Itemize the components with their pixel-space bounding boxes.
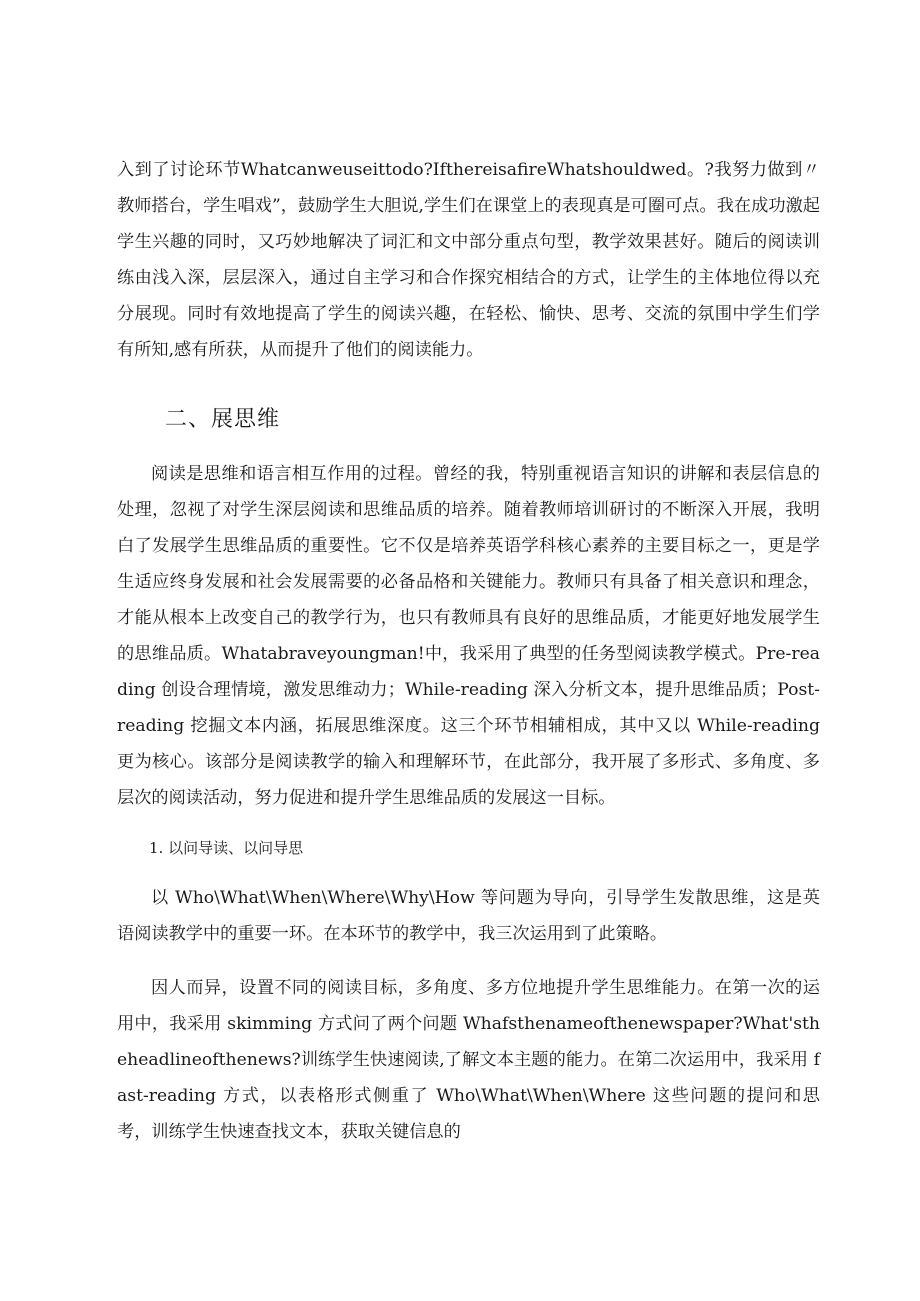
section-heading-thinking: 二、展思维 <box>165 407 281 432</box>
paragraph-thinking: 阅读是思维和语言相互作用的过程。曾经的我，特别重视语言知识的讲解和表层信息的处理，忽视了对学生深层阅读和思维品质的培养。随着教师培训研讨的不断深入开展，我明白了发展学生思维品质的重要性。它不仅是培养英语学科核心素养的主要目标之一，更是学生适应终身发展和社会发展需要的必备品格和关键能力。教师只有具备了相关意识和理念，才能从根本上改变自己的教学行为，也只有教师具有良好的思维品质，才能更好地发展学生的思维品质。Whatabraveyoungman!中，我采用了典型的任务型阅读教学模式。Pre-reading 创设合理情境，激发思维动力；While-reading 深入分析文本，提升思维品质；Post-reading 挖掘文本内涵，拓展思维深度。这三个环节相辅相成，其中又以 While-reading 更为核心。该部分是阅读教学的输入和理解环节，在此部分，我开展了多形式、多角度、多层次的阅读活动，努力促进和提升学生思维品质的发展这一目标。 <box>117 464 820 808</box>
document-page <box>117 152 820 1150</box>
spacer <box>117 866 820 880</box>
paragraph-reading-goals: 因人而异，设置不同的阅读目标，多角度、多方位地提升学生思维能力。在第一次的运用中，我采用 skimming 方式问了两个问题 Whafsthenameofthenewspaper?What'stheheadlineofthenews?训练学生快速阅读,了解文本主题的能力。在第二次运用中，我采用 fast-reading 方式，以表格形式侧重了 Who\What\When\Where 这些问题的提问和思考，训练学生快速查找文本，获取关键信息的 <box>117 978 820 1142</box>
spacer <box>117 952 820 970</box>
spacer <box>117 816 820 830</box>
paragraph-question-strategy: 以 Who\What\When\Where\Why\How 等问题为导向，引导学生发散思维，这是英语阅读教学中的重要一环。在本环节的教学中，我三次运用到了此策略。 <box>117 888 820 944</box>
paragraph-discussion: 入到了讨论环节Whatcanweuseittodo?IfthereisafireWhatshouldwed。?我努力做到〃教师搭台，学生唱戏”，鼓励学生大胆说,学生们在课堂上的表现真是可圈可点。我在成功激起学生兴趣的同时，又巧妙地解决了词汇和文中部分重点句型，教学效果甚好。随后的阅读训练由浅入深，层层深入，通过自主学习和合作探究相结合的方式，让学生的主体地位得以充分展现。同时有效地提高了学生的阅读兴趣，在轻松、愉快、思考、交流的氛围中学生们学有所知,感有所获，从而提升了他们的阅读能力。 <box>117 160 820 360</box>
subheading-question-guided: 1. 以问导读、以问导思 <box>149 839 304 857</box>
